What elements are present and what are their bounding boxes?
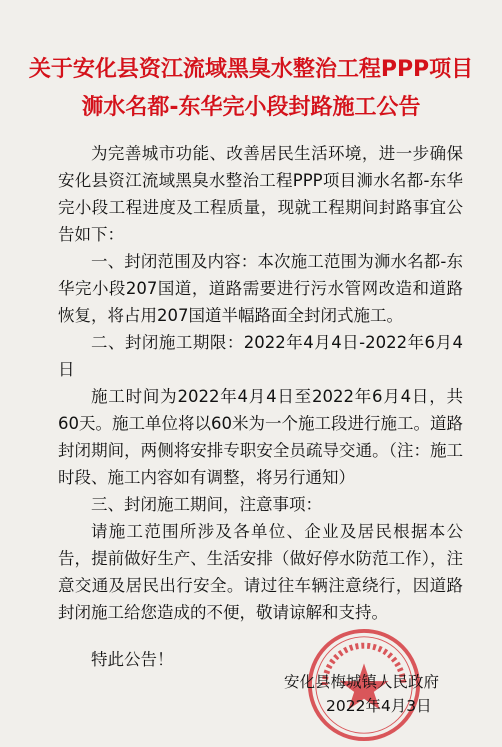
section-2 bbox=[58, 329, 463, 383]
closing-text: 特此公告！ bbox=[91, 650, 174, 669]
paragraph-notes: 请施工范围所涉及各单位、企业及居民根据本公告，提前做好生产、生活安排（做好停水防范工作），注意交通及居民出行安全。请过往车辆注意绕行，因道路封闭施工给您造成的不便，敬请谅解和支持。 bbox=[58, 522, 463, 622]
section-1 bbox=[58, 248, 463, 329]
intro-paragraph bbox=[58, 140, 463, 248]
paragraph-intro: 为完善城市功能、改善居民生活环境，进一步确保安化县资江流域黑臭水整治工程PPP项目浉水名都-东华完小段工程进度及工程质量，现就工程期间封路事宜公告如下： bbox=[58, 144, 463, 244]
signature-organization: 安化县梅城镇人民政府 bbox=[284, 673, 440, 691]
section-3-detail bbox=[58, 518, 463, 626]
paragraph-period: 二、封闭施工期限：2022年4月4日-2022年6月4日 bbox=[58, 333, 463, 379]
signature-date: 2022年4月3日 bbox=[326, 697, 432, 715]
section-3 bbox=[58, 491, 463, 518]
paragraph-scope: 一、封闭范围及内容：本次施工范围为浉水名都-东华完小段207国道，道路需要进行污水管网改造和道路恢复，将占用207国道半幅路面全封闭式施工。 bbox=[58, 252, 463, 325]
title-line-1: 关于安化县资江流域黑臭水整治工程PPP项目 bbox=[28, 57, 474, 82]
section-2-detail bbox=[58, 383, 463, 491]
paragraph-notes-heading: 三、封闭施工期间，注意事项： bbox=[91, 495, 322, 514]
title-line-2: 浉水名都-东华完小段封路施工公告 bbox=[81, 95, 421, 120]
paragraph-schedule: 施工时间为2022年4月4日至2022年6月4日，共60天。施工单位将以60米为一个施工段进行施工。道路封闭期间，两侧将安排专职安全员疏导交通。（注：施工时段、施工内容如有调整，将另行通知） bbox=[58, 387, 463, 487]
